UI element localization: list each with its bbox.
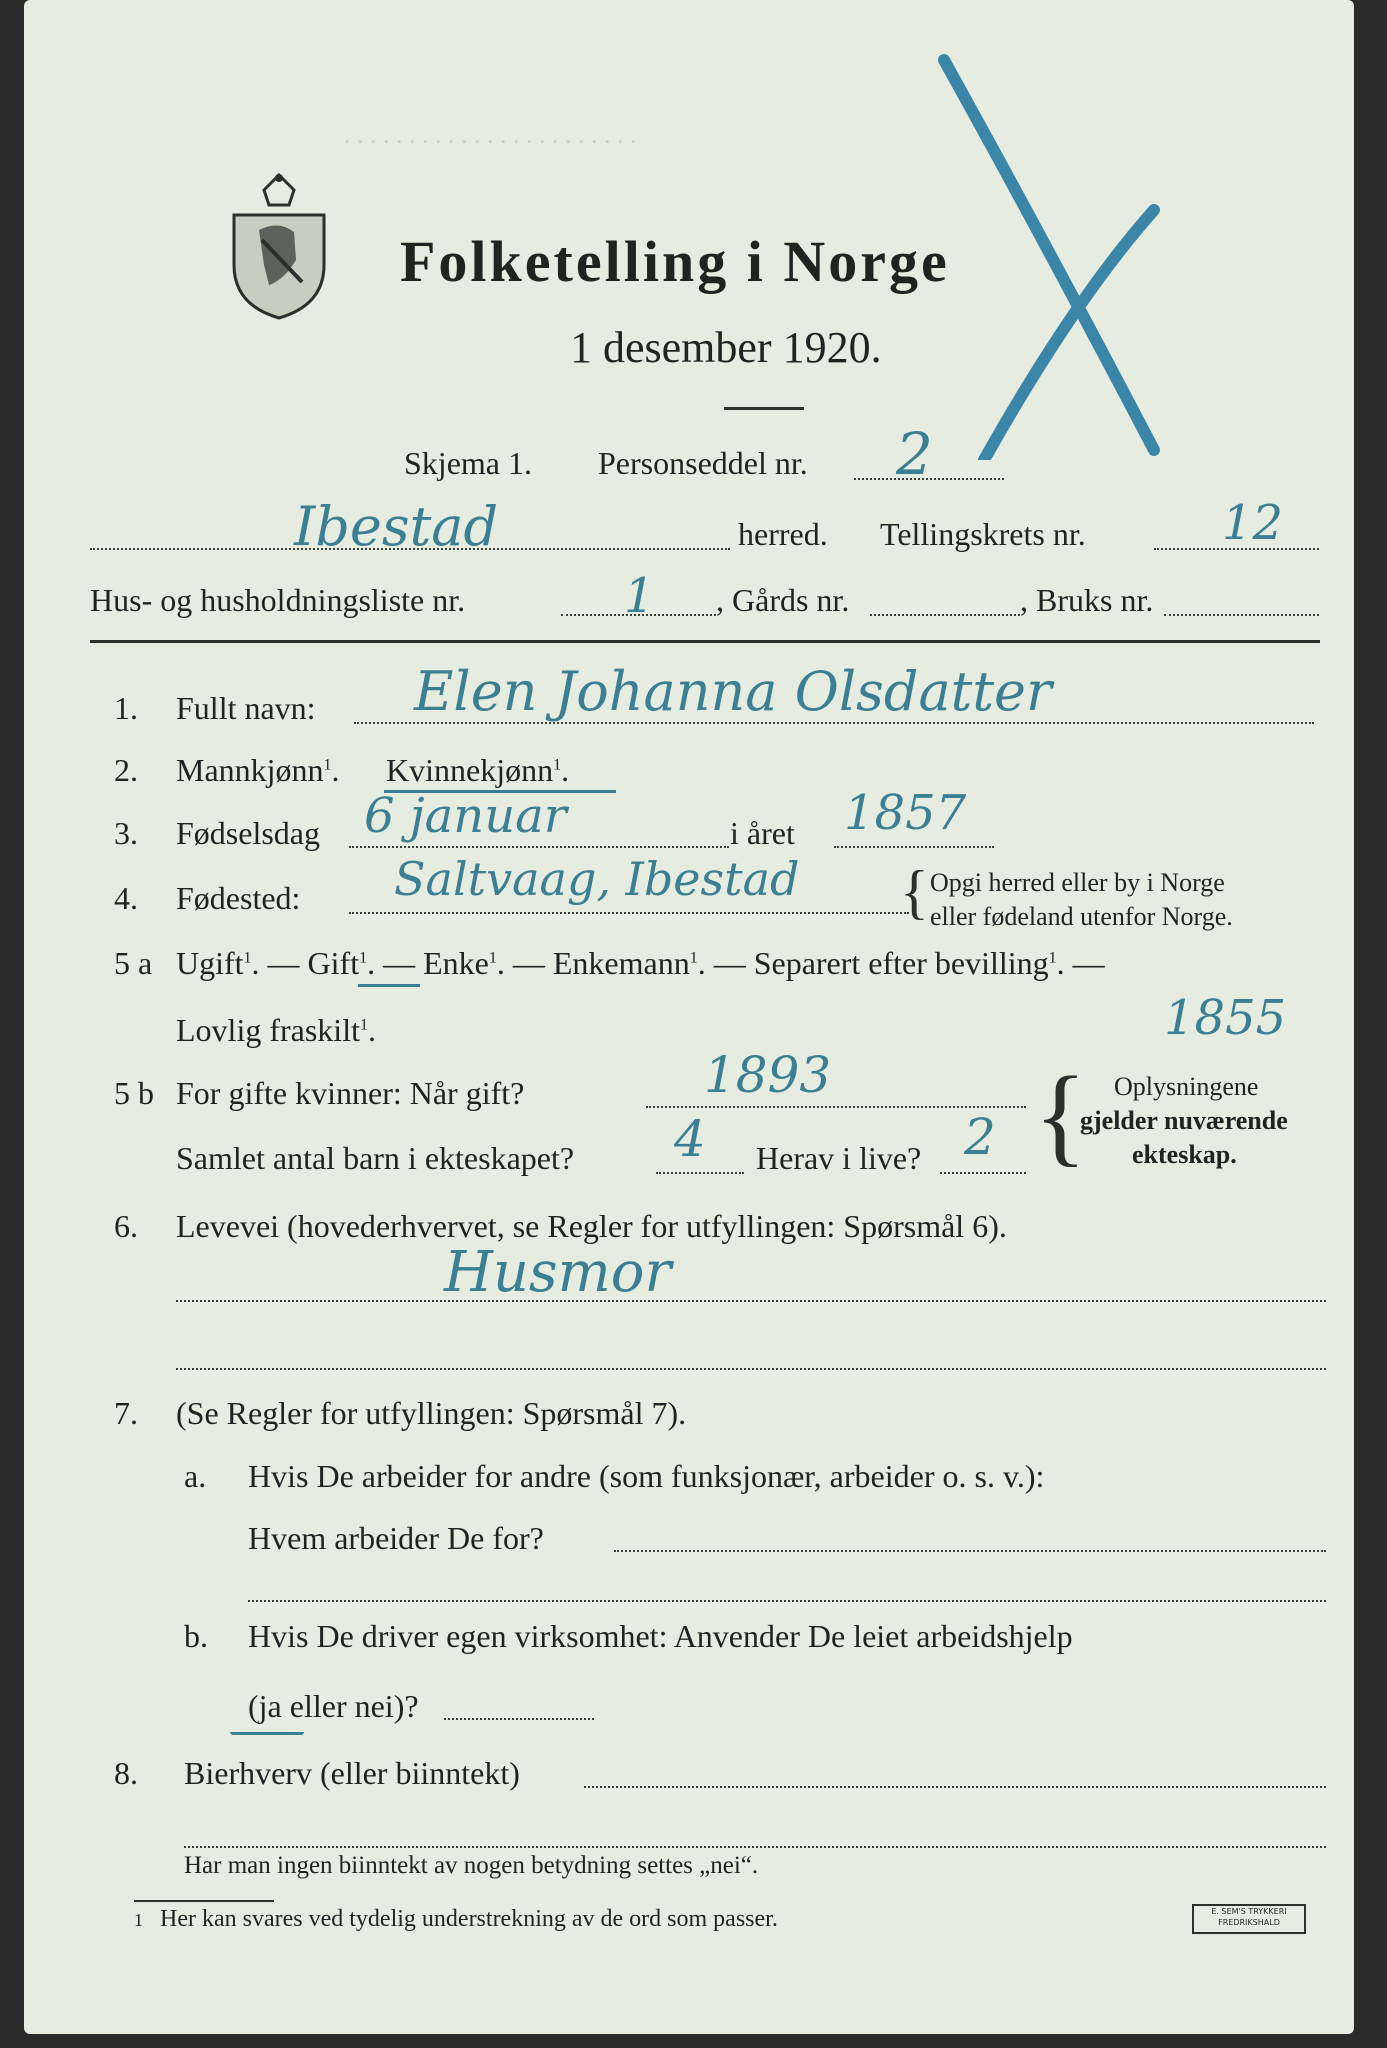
q3-year-line <box>834 846 994 848</box>
q5b-note-brace: { <box>1034 1054 1087 1176</box>
footnote-sup: 1 <box>1048 949 1057 967</box>
q5a-enke: — Enke <box>375 945 489 981</box>
q3-number: 3. <box>114 815 138 851</box>
q2-option-mann: Mannkjønn$^1$. <box>176 752 340 788</box>
q6-number: 6. <box>114 1208 138 1244</box>
q8-answer-line-1 <box>584 1786 1326 1788</box>
q7b-line-2: (ja eller nei)? <box>248 1688 419 1724</box>
q5b-alive-value: 2 <box>964 1108 996 1166</box>
q7a-letter: a. <box>184 1458 207 1494</box>
q1-label: Fullt navn: <box>176 690 316 726</box>
q5b-married-label: For gifte kvinner: Når gift? <box>176 1075 525 1111</box>
q4-value: Saltvaag, Ibestad <box>394 852 800 906</box>
title-rule <box>724 407 804 410</box>
q5a-number: 5 a <box>114 945 153 981</box>
q3-year-label: i året <box>730 815 795 851</box>
q5a-fraskilt: Lovlig fraskilt$^1$. <box>176 1012 376 1048</box>
q5b-children-label: Samlet antal barn i ekteskapet? <box>176 1140 575 1176</box>
census-form <box>24 0 1354 2034</box>
q2-number: 2. <box>114 752 138 788</box>
q7a-answer-line-1 <box>614 1550 1326 1552</box>
q4-note-line-1: Opgi herred eller by i Norge <box>930 868 1225 897</box>
q5a-ugift: Ugift <box>176 945 244 981</box>
husholdning-label: Hus- og husholdningsliste nr. <box>90 582 466 618</box>
q5b-note-line-1: Oplysningene <box>1114 1072 1259 1101</box>
q5b-note-line-3: ekteskap. <box>1132 1140 1237 1169</box>
q4-line <box>349 912 909 914</box>
q5a-options: Ugift$^1$. — Gift$^1$. — Enke$^1$. — Enkemann$^1$. — Separert efter bevilling$^1$. — <box>176 945 1105 981</box>
printer-stamp: E. SEM'S TRYKKERI FREDRIKSHALD <box>1192 1904 1306 1934</box>
q7a-line-2: Hvem arbeider De for? <box>248 1520 544 1556</box>
footnote-sup: 1 <box>553 756 562 774</box>
q6-label: Levevei (hovederhvervet, se Regler for utfyllingen: Spørsmål 6). <box>176 1208 1007 1244</box>
q5b-note-line-2: gjelder nuværende <box>1080 1106 1288 1135</box>
tellingskrets-label: Tellingskrets nr. <box>880 516 1086 552</box>
q5b-children-line <box>656 1172 744 1174</box>
q7b-answer-line <box>444 1718 594 1720</box>
footnote-mark: 1 <box>134 1910 143 1930</box>
schema-label: Skjema 1. <box>404 445 532 481</box>
q7b-pen-mark <box>230 1732 304 1735</box>
q5a-trailing-dash: — <box>1064 945 1105 981</box>
q7a-line-1: Hvis De arbeider for andre (som funksjonær, arbeider o. s. v.): <box>248 1458 1045 1494</box>
q4-label: Fødested: <box>176 880 301 916</box>
q1-number: 1. <box>114 690 138 726</box>
footnote-sup: 1 <box>359 949 368 967</box>
herred-value: Ibestad <box>294 495 499 558</box>
q2-option-kvinne: Kvinnekjønn$^1$. <box>386 752 570 788</box>
q4-number: 4. <box>114 880 138 916</box>
q6-line-2 <box>176 1368 1326 1370</box>
personseddel-value: 2 <box>896 420 933 488</box>
q7-number: 7. <box>114 1395 138 1431</box>
q5a-gift: Gift <box>307 945 360 981</box>
gards-line <box>870 614 1020 616</box>
footnote-sup: 1 <box>359 1016 368 1034</box>
q3-value: 6 januar <box>364 788 567 844</box>
q5b-alive-label: Herav i live? <box>756 1140 922 1176</box>
q7a-answer-line-2 <box>248 1600 1326 1602</box>
coat-of-arms-icon <box>224 170 334 320</box>
form-title: Folketelling i Norge <box>400 229 950 294</box>
q3-year-value: 1857 <box>844 785 967 841</box>
cross-out-mark-icon <box>924 40 1184 460</box>
footnote-sup: 1 <box>243 949 252 967</box>
q6-value: Husmor <box>444 1240 672 1305</box>
q8-label: Bierhverv (eller biinntekt) <box>184 1755 520 1791</box>
q8-number: 8. <box>114 1755 138 1791</box>
q2-kvinne-label: Kvinnekjønn <box>386 752 554 788</box>
q3-line <box>349 846 729 848</box>
footnote-rule <box>134 1900 274 1902</box>
q8-note: Har man ingen biinntekt av nogen betydning settes „nei“. <box>184 1852 759 1879</box>
q4-note-brace: { <box>900 859 929 925</box>
q6-line-1 <box>176 1300 1326 1302</box>
footnote-sup: 1 <box>689 949 698 967</box>
header-divider <box>90 640 1320 643</box>
footnote-sup: 1 <box>488 949 497 967</box>
personseddel-label: Personseddel nr. <box>598 445 808 481</box>
q4-note-line-2: eller fødeland utenfor Norge. <box>930 902 1233 931</box>
q5a-fraskilt-label: Lovlig fraskilt <box>176 1012 360 1048</box>
q5b-number: 5 b <box>114 1075 154 1111</box>
q5b-alive-line <box>940 1172 1026 1174</box>
herred-label: herred. <box>738 516 828 552</box>
q5a-dash: — <box>259 945 308 981</box>
footnote-text: Her kan svares ved tydelig understrekning av de ord som passer. <box>160 1906 778 1932</box>
form-date: 1 desember 1920. <box>570 323 882 372</box>
tellingskrets-value: 12 <box>1222 495 1284 551</box>
q7b-letter: b. <box>184 1618 208 1654</box>
q5a-enkemann: — Enkemann <box>504 945 690 981</box>
q5a-underline-mark <box>358 984 420 987</box>
q5b-married-value: 1893 <box>704 1046 832 1104</box>
q5a-separert: — Separert efter bevilling <box>705 945 1049 981</box>
bleed-through-text: . . . . . . . . . . . . . . . . . . . . . . . <box>344 120 637 149</box>
q7-label: (Se Regler for utfyllingen: Spørsmål 7). <box>176 1395 687 1431</box>
q5a-margin-value: 1855 <box>1164 990 1287 1046</box>
q7b-line-1: Hvis De driver egen virksomhet: Anvender De leiet arbeidshjelp <box>248 1618 1073 1654</box>
q5b-children-value: 4 <box>674 1110 706 1168</box>
bruks-line <box>1164 614 1319 616</box>
q2-mann-label: Mannkjønn <box>176 752 324 788</box>
footnote-sup: 1 <box>323 756 332 774</box>
q1-value: Elen Johanna Olsdatter <box>414 660 1052 723</box>
bruks-label: , Bruks nr. <box>1020 582 1154 618</box>
husholdning-value: 1 <box>624 568 655 624</box>
q3-label: Fødselsdag <box>176 815 320 851</box>
gards-label: , Gårds nr. <box>716 582 850 618</box>
q8-answer-line-2 <box>184 1846 1326 1848</box>
